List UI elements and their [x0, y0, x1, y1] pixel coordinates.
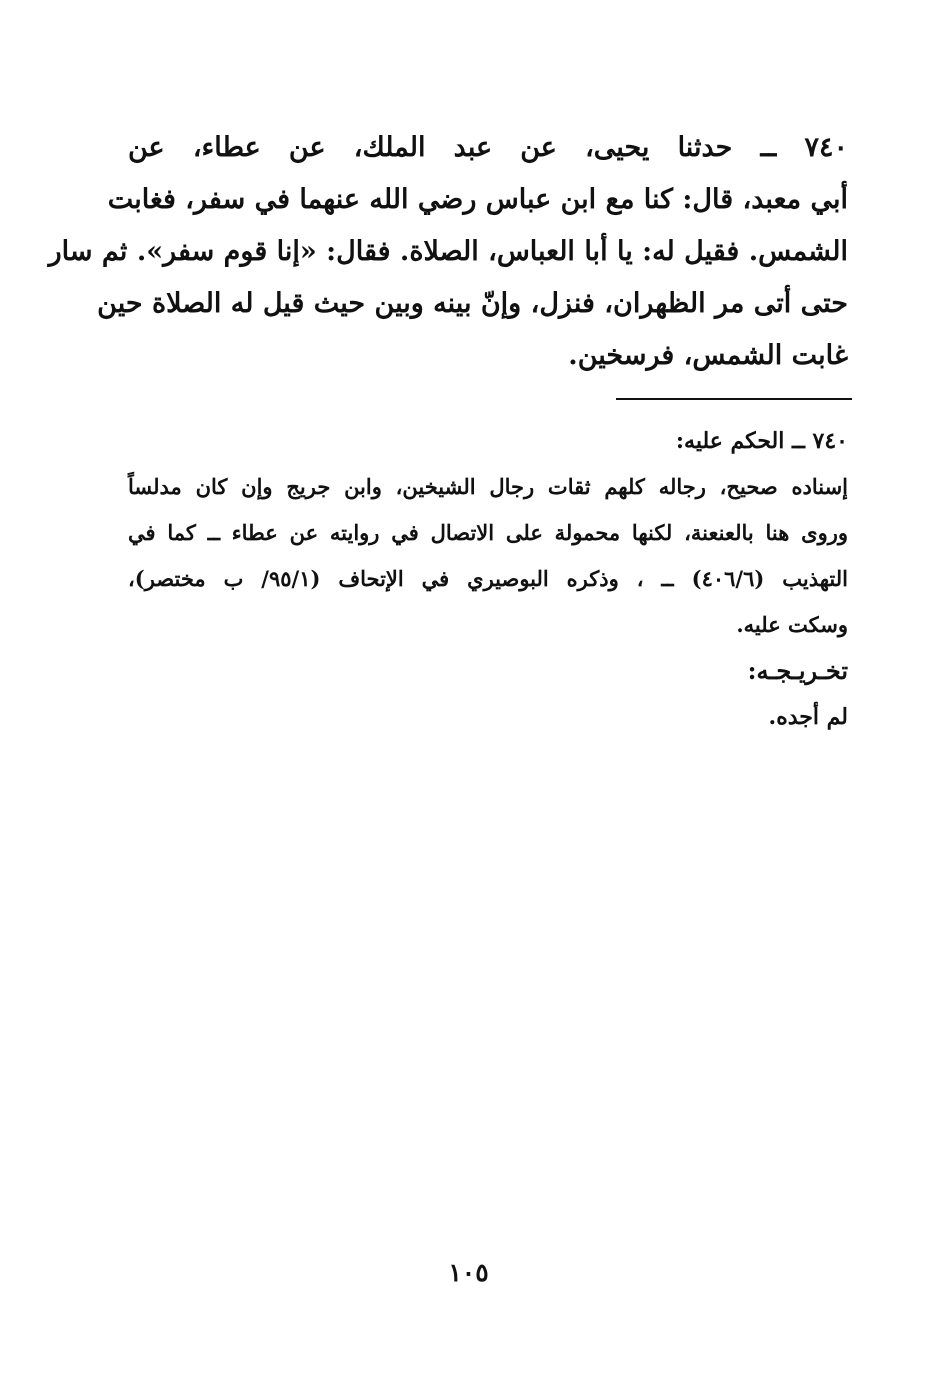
ruling-line: إسناده صحيح، رجاله كلهم ثقات رجال الشيخين، وابن جريج وإن كان مدلساً — [128, 474, 848, 499]
ruling-line: وروى هنا بالعنعنة، لكنها محمولة على الاتصال في روايته عن عطاء ــ كما في — [128, 520, 848, 545]
ruling-section — [128, 418, 848, 648]
hadith-line: أبي معبد، قال: كنا مع ابن عباس رضي الله عنهما في سفر، فغابت — [107, 184, 848, 215]
ruling-heading: ٧٤٠ ــ الحكم عليه: — [675, 428, 848, 454]
footnote-separator — [616, 398, 852, 400]
takhrij-section — [128, 648, 848, 740]
takhrij-body: لم أجده. — [768, 704, 848, 730]
ruling-line: وسكت عليه. — [736, 612, 848, 637]
page-number: ١٠٥ — [448, 1258, 489, 1287]
hadith-line: غابت الشمس، فرسخين. — [568, 340, 848, 371]
takhrij-heading: تخـريـجـه: — [747, 656, 848, 685]
hadith-line: الشمس. فقيل له: يا أبا العباس، الصلاة. فقال: «إنا قوم سفر». ثم سار — [48, 236, 848, 267]
ruling-line: التهذيب (٤٠٦/٦) ــ ، وذكره البوصيري في الإتحاف (٩٥/١/ ب مختصر)، — [128, 566, 848, 591]
hadith-line: حتى أتى مر الظهران، فنزل، وإنّ بينه وبين حيث قيل له الصلاة حين — [97, 288, 848, 319]
hadith-text — [48, 122, 848, 382]
hadith-line: ٧٤٠ ــ حدثنا يحيى، عن عبد الملك، عن عطاء، عن — [128, 132, 848, 163]
